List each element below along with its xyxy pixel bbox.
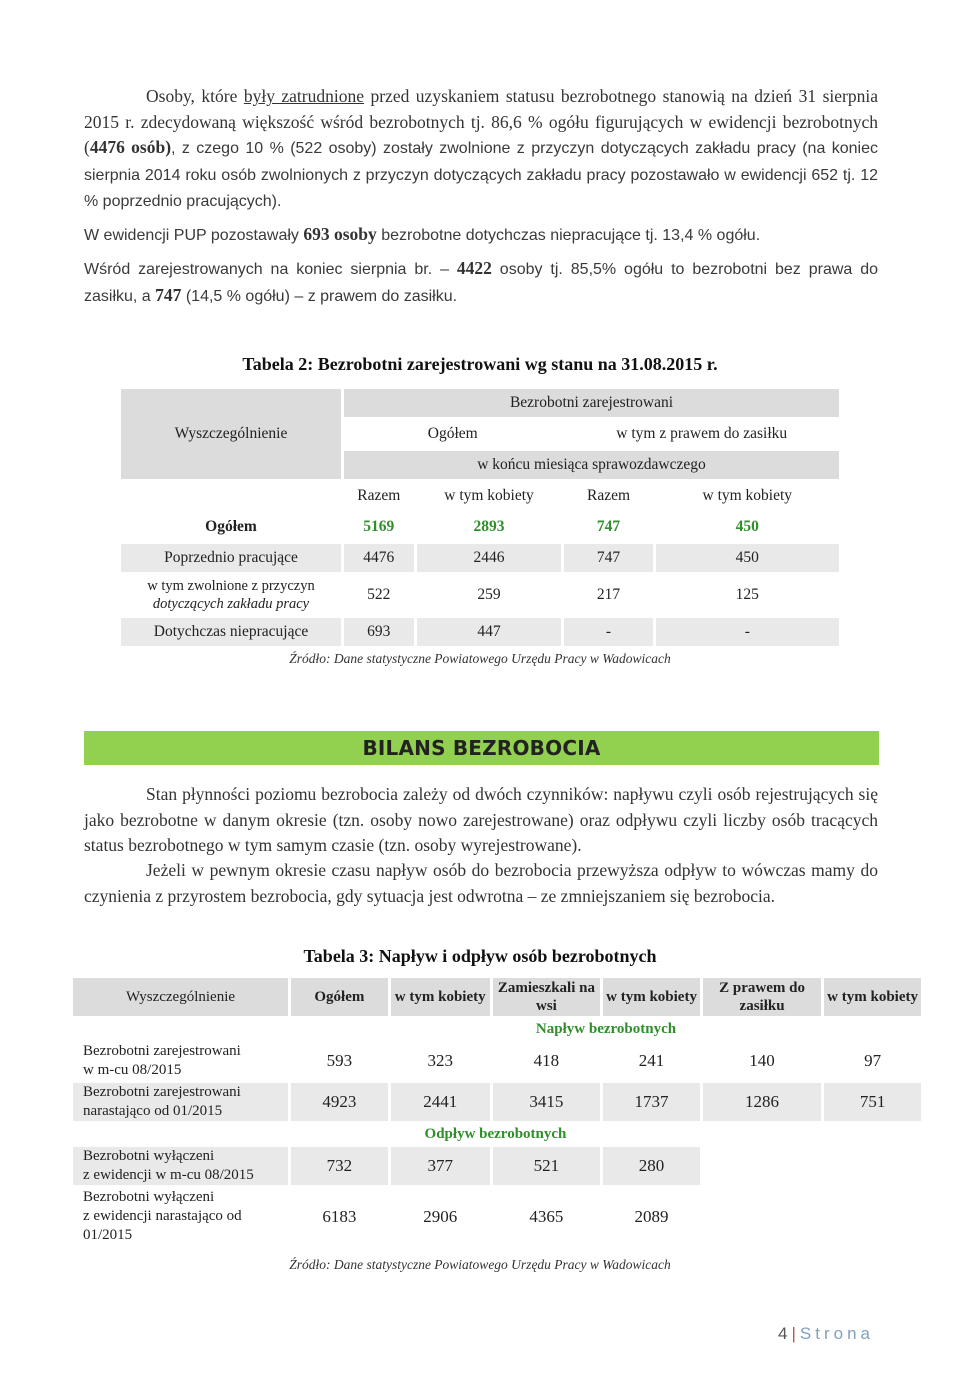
section-title: BILANS BEZROBOCIA: [84, 731, 879, 765]
header-cell: w końcu miesiąca sprawozdawczego: [344, 451, 839, 479]
empty-cell: [73, 1019, 288, 1039]
row-label-line: w tym zwolnione z przyczyn: [147, 578, 315, 594]
table-row: [121, 544, 839, 572]
empty-cell: [824, 1124, 921, 1144]
table2-caption: Tabela 2: Bezrobotni zarejestrowani wg stanu na 31.08.2015 r.: [242, 354, 718, 374]
section-paragraph-2: Jeżeli w pewnym okresie czasu napływ osób do bezrobocia przewyższa odpływ to wówczas mamy do czynienia z przyrostem bezrobocia, gdy sytuacja jest odwrotna – ze zmniejszaniem się bezrobocia.: [84, 860, 878, 906]
outflow-header: Odpływ bezrobotnych: [424, 1125, 567, 1142]
value-cell: 97: [864, 1051, 882, 1070]
row-label-line: narastająco od 01/2015: [83, 1103, 223, 1119]
table-row: [73, 1042, 921, 1080]
page-number: 4: [778, 1324, 788, 1343]
table-inflow-outflow: [70, 975, 924, 1248]
table-row: [121, 575, 839, 615]
value-cell: 522: [367, 586, 391, 603]
header-cell: w tym kobiety: [603, 978, 700, 1016]
row-label: [121, 575, 341, 615]
value-cell: 450: [735, 518, 759, 535]
table-row: [73, 1188, 921, 1245]
value-cell: 377: [391, 1147, 490, 1185]
header-cell: Wyszczególnienie: [121, 389, 341, 479]
bold-text: 4422: [456, 258, 492, 278]
section-paragraph-1: Stan płynności poziomu bezrobocia zależy od dwóch czynników: napływu czyli osób rejestrujących się jako bezrobotne w danym okresie (tzn. osoby nowo zarejestrowane) oraz odpływu czyli liczby osób tracących status bezrobotnego w tym samym czasie (tzn. osoby wyrejestrowane).: [84, 784, 878, 855]
text-run: Osoby, które: [146, 86, 244, 106]
empty-cell: [703, 1124, 821, 1144]
row-label: [73, 1147, 288, 1185]
row-label: Poprzednio pracujące: [121, 544, 341, 572]
header-cell: w tym kobiety: [824, 978, 921, 1016]
text-run: (14,5 % ogółu) – z prawem do zasiłku.: [181, 287, 458, 305]
value-cell: 2893: [473, 518, 505, 535]
value-cell: 6183: [322, 1206, 357, 1226]
empty-cell: [824, 1147, 921, 1185]
intro-paragraph-3: [84, 256, 878, 309]
empty-cell: [73, 1124, 288, 1144]
text-run: Wśród zarejestrowanych na koniec sierpnia br. –: [84, 261, 457, 278]
header-cell: Razem: [357, 487, 401, 504]
header-cell: w tym kobiety: [391, 978, 490, 1016]
value-cell: -: [564, 618, 652, 646]
table-row: [73, 1147, 921, 1185]
row-label-line: Bezrobotni zarejestrowani: [83, 1084, 241, 1100]
bold-text: 4476 osób): [89, 137, 172, 157]
text-run: przed uzyskaniem statusu bezrobotnego stanowią na dzień 31 sierpnia 2015 r. zdecydowaną większość wśród bezrobotnych tj. 86,6 % ogółu figurujących w ewidencji bezrobotnych (: [84, 86, 878, 157]
value-cell: 323: [427, 1051, 453, 1070]
value-cell: 450: [656, 544, 839, 572]
value-cell: 593: [326, 1051, 353, 1070]
value-cell: 732: [291, 1147, 388, 1185]
value-cell: 521: [493, 1147, 601, 1185]
row-label-line: 01/2015: [83, 1227, 133, 1243]
value-cell: 140: [749, 1051, 775, 1070]
value-cell: 241: [638, 1051, 665, 1070]
row-label-line: w m-cu 08/2015: [83, 1062, 182, 1078]
header-cell: Razem: [586, 487, 631, 504]
empty-cell: [703, 1147, 821, 1185]
page-label: Strona: [799, 1324, 874, 1343]
row-label-line: Bezrobotni wyłączeni: [83, 1148, 215, 1164]
text-run: osoby tj. 85,5% ogółu to bezrobotni bez prawa do zasiłku, a: [84, 261, 878, 305]
empty-cell: [703, 1188, 821, 1245]
row-label: [73, 1042, 288, 1080]
value-cell: 747: [596, 518, 621, 535]
row-label-line: z ewidencji w m-cu 08/2015: [83, 1167, 254, 1183]
header-cell: Z prawem do zasiłku: [703, 978, 821, 1016]
row-label: [73, 1188, 288, 1245]
row-label: [73, 1083, 288, 1121]
value-cell: 217: [596, 586, 621, 603]
value-cell: 1737: [603, 1083, 700, 1121]
value-cell: 693: [344, 618, 414, 646]
value-cell: 2446: [417, 544, 562, 572]
header-cell: Ogółem: [427, 425, 478, 442]
value-cell: 4365: [529, 1206, 564, 1226]
value-cell: 5169: [363, 518, 395, 535]
value-cell: 447: [417, 618, 562, 646]
header-cell: Wyszczególnienie: [73, 978, 288, 1016]
intro-paragraph-2: [84, 222, 878, 249]
value-cell: 4476: [344, 544, 414, 572]
table3-caption: Tabela 3: Napływ i odpływ osób bezrobotnych: [303, 946, 657, 966]
header-cell: w tym z prawem do zasiłku: [616, 425, 788, 442]
page-footer: [778, 1324, 874, 1344]
value-cell: 259: [477, 586, 501, 603]
bold-text: 747: [155, 284, 182, 305]
table-row: [73, 1083, 921, 1121]
row-label-line: dotyczących zakładu pracy: [152, 596, 310, 612]
footer-separator: |: [791, 1324, 796, 1343]
header-cell: w tym kobiety: [702, 487, 793, 504]
row-label: Dotychczas niepracujące: [121, 618, 341, 646]
row-label-line: z ewidencji narastająco od: [83, 1208, 242, 1224]
value-cell: 418: [533, 1051, 560, 1070]
table-unemployed-registered: [118, 386, 842, 649]
underlined-text: były zatrudnione: [243, 86, 365, 106]
intro-paragraph-1: [84, 84, 878, 215]
text-run: W ewidencji PUP pozostawały: [84, 227, 304, 244]
table2-source: Źródło: Dane statystyczne Powiatowego Urzędu Pracy w Wadowicach: [289, 651, 671, 666]
row-label: Ogółem: [205, 518, 257, 535]
value-cell: 3415: [493, 1083, 601, 1121]
value-cell: 1286: [703, 1083, 821, 1121]
inflow-header: Napływ bezrobotnych: [535, 1020, 677, 1037]
value-cell: 2906: [423, 1206, 458, 1226]
value-cell: 4923: [291, 1083, 388, 1121]
table3-source: Źródło: Dane statystyczne Powiatowego Urzędu Pracy w Wadowicach: [289, 1257, 671, 1272]
value-cell: 751: [824, 1083, 921, 1121]
header-cell: Ogółem: [291, 978, 388, 1016]
bold-text: 693 osoby: [303, 224, 377, 244]
row-label-line: Bezrobotni zarejestrowani: [83, 1043, 241, 1059]
text-run: bezrobotne dotychczas niepracujące tj. 13,4 % ogółu.: [376, 227, 761, 244]
header-cell: Zamieszkali na wsi: [493, 978, 601, 1016]
value-cell: 2441: [391, 1083, 490, 1121]
value-cell: 2089: [634, 1206, 669, 1226]
table-row: [121, 618, 839, 646]
value-cell: 747: [564, 544, 652, 572]
table-row: [121, 513, 839, 541]
value-cell: 280: [603, 1147, 700, 1185]
value-cell: -: [656, 618, 839, 646]
header-cell: w tym kobiety: [444, 487, 534, 504]
empty-cell: [121, 482, 341, 510]
text-run: , z czego 10 % (522 osoby) zostały zwolnione z przyczyn dotyczących zakładu pracy (na koniec sierpnia 2014 roku osób zwolnionych z przyczyn dotyczących zakładu pracy pozostawało w ewidencji 652 tj. 12 % poprzednio pracujących).: [84, 140, 878, 210]
header-cell: Bezrobotni zarejestrowani: [344, 389, 839, 417]
empty-cell: [824, 1188, 921, 1245]
row-label-line: Bezrobotni wyłączeni: [83, 1189, 215, 1205]
value-cell: 125: [735, 586, 759, 603]
